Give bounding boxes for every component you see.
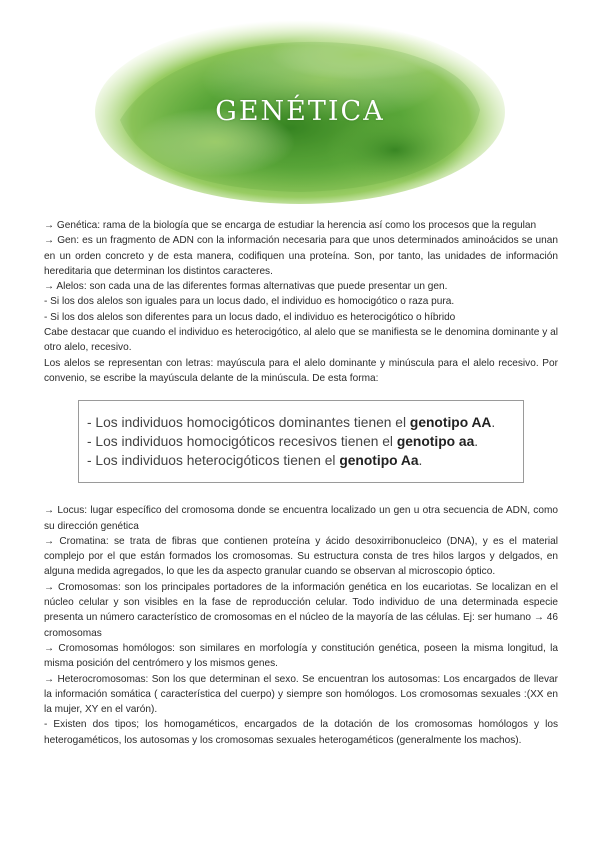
header-watercolor <box>0 0 600 210</box>
genotype-line-end: . <box>418 453 423 469</box>
genotype-line-aa-dominant <box>87 413 523 432</box>
genotype-line-text: - Los individuos homocigóticos dominantes tienen el <box>87 415 410 431</box>
genotype-line-text: - Los individuos homocigóticos recesivos tienen el <box>87 434 397 450</box>
genotype-line-end: . <box>474 434 479 450</box>
definition-alelos: → Alelos: son cada una de las diferentes formas alternativas que puede presentar un gen. <box>44 281 448 293</box>
genotype-bold: genotipo aa <box>396 434 475 450</box>
alelos-heterocigotico: - Si los dos alelos son diferentes para un locus dado, el individuo es heterocigótico o híbrido <box>44 311 456 323</box>
representacion-letras: Los alelos se representan con letras: mayúscula para el alelo dominante y minúscula para el alelo recesivo. Por convenio, se escribe la mayúscula delante de la minúscula. De esta forma: <box>44 357 558 384</box>
definition-genetica: → Genética: rama de la biología que se encarga de estudiar la herencia así como los procesos que la regulan <box>44 220 537 231</box>
genotype-bold: genotipo Aa <box>339 453 419 469</box>
genotype-line-end: . <box>491 415 496 431</box>
page-title: GENÉTICA <box>215 96 385 127</box>
alelos-homocigotico: - Si los dos alelos son iguales para un locus dado, el individuo es homocigótico o raza pura. <box>44 296 455 308</box>
definition-heterocromosomas: → Heterocromosomas: Son los que determinan el sexo. Se encuentran los autosomas: Los encargados de llevar la información somática ( característica del cuerpo) y siempre son homólogos. Los cromosomas sexuales :(XX en la mujer, XY en el varón). <box>44 673 558 716</box>
tipos-homogameticos: - Existen dos tipos; los homogaméticos, encargados de la dotación de los cromosomas homólogos y los heterogaméticos, los autosomas y los cromosomas sexuales heterogaméticos (generalmente los machos). <box>44 719 558 746</box>
definition-locus: → Locus: lugar específico del cromosoma donde se encuentra localizado un gen u otra secuencia de ADN, como su dirección genética <box>44 505 558 532</box>
definition-cromosomas-homologos: → Cromosomas homólogos: son similares en morfología y constitución genética, poseen la misma longitud, la misma posición del centrómero y los mismos genes. <box>44 642 558 670</box>
definition-cromosomas: → Cromosomas: son los principales portadores de la información genética en los eucariotas. Se localizan en el núcleo celular y son visibles en la fase de reproducción celular. Todo individuo de una determinada especie presenta un número característico de cromosomas en el núcleo de la mayoría de las células. Ej: ser humano → 46 cromosomas <box>44 581 558 639</box>
genotype-line-text: - Los individuos heterocigóticos tienen el <box>87 453 340 469</box>
genotype-line-aa-hetero <box>87 451 523 470</box>
genotype-line-aa-recessive <box>87 432 523 451</box>
dominante-recesivo-note: Cabe destacar que cuando el individuo es heterocigótico, al alelo que se manifiesta se le denomina dominante y al otro alelo, recesivo. <box>44 327 558 354</box>
genotype-bold: genotipo AA <box>409 415 492 431</box>
definition-cromatina: → Cromatina: se trata de fibras que contienen proteína y ácido desoxirribonucleico (DNA), y es el material complejo por el que están formados los cromosomas. Su estructura consta de tres hilos largos y delgados, en alguna medida agregados, lo que les da aspecto granular cuando se observan al microscopio óptico. <box>44 535 558 578</box>
definition-gen: → Gen: es un fragmento de ADN con la información necesaria para que unos determinados aminoácidos se unan en un orden concreto y de esta manera, codifiquen una proteína. Son, por tanto, las unidades de información hereditaria que determinan los distintos caracteres. <box>44 235 558 277</box>
genotype-box <box>78 400 524 483</box>
document-body <box>44 218 558 748</box>
